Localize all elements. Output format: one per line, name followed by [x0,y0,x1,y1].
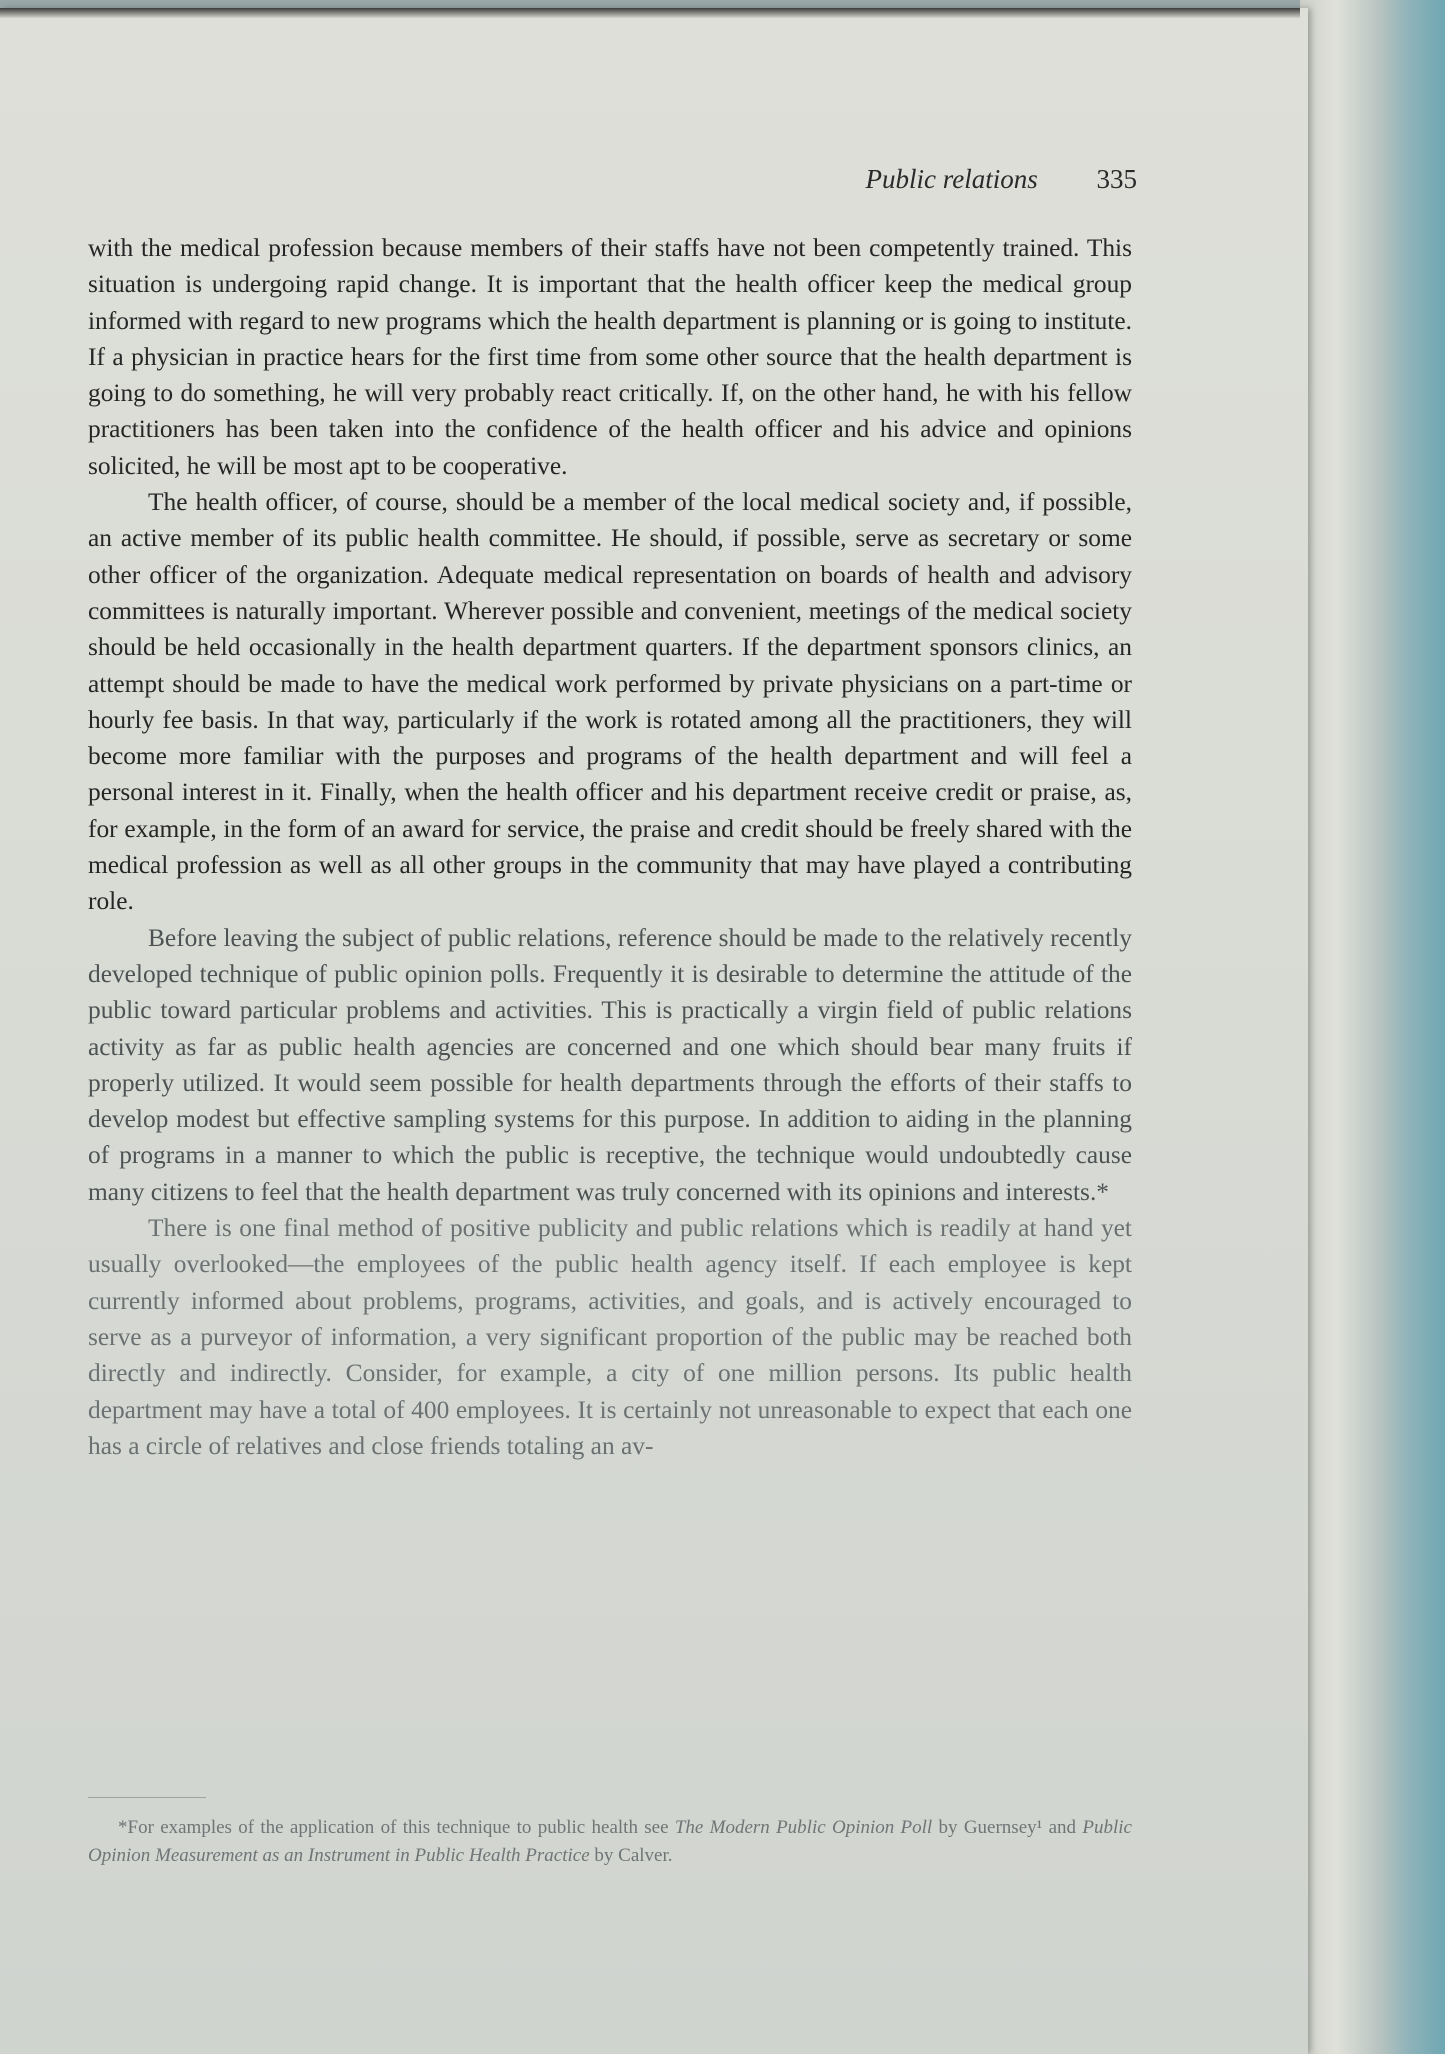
footnote-mid: by Guernsey¹ and [932,1817,1083,1838]
footnote [88,1814,1132,1870]
paragraph-opinion-polls: Before leaving the subject of public relations, reference should be made to the relatively recently developed technique of public opinion polls. Frequently it is desirable to determine the attitude of the public toward particular problems and activities. This is practically a virgin field of public relations activity as far as public health agencies are concerned and one which should bear many fruits if properly utilized. It would seem possible for health departments through the efforts of their staffs to develop modest but effective sampling systems for this purpose. In addition to aiding in the planning of programs in a manner to which the public is receptive, the technique would undoubtedly cause many citizens to feel that the health department was truly concerned with its opinions and interests.* [88,923,1132,1206]
book-page [0,8,1308,2054]
footnote-rule [88,1797,206,1798]
paragraph-employees: There is one final method of positive publicity and public relations which is readily at hand yet usually overlooked—the employees of the public health agency itself. If each employee is kept currently informed about problems, programs, activities, and goals, and is actively encouraged to serve as a purveyor of information, a very significant proportion of the public may be reached both directly and indirectly. Consider, for example, a city of one million persons. Its public health department may have a total of 400 employees. It is certainly not unreasonable to expect that each one has a circle of relatives and close friends totaling an av- [88,1214,1132,1460]
footnote-tail: by Calver. [589,1845,673,1866]
running-head [866,164,1137,195]
book-page-edges [1300,0,1445,2054]
page-top-shadow [0,8,1300,18]
paragraph-medical-society: The health officer, of course, should be a member of the local medical society and, if possible, an active member of its public health committee. He should, if possible, serve as secretary or some other officer of the organization. Adequate medical representation on boards of health and advisory committees is naturally important. Wherever possible and convenient, meetings of the medical society should be held occasionally in the health department quarters. If the department sponsors clinics, an attempt should be made to have the medical work performed by private physicians on a part-time or hourly fee basis. In that way, particularly if the work is rotated among all the practitioners, they will become more familiar with the purposes and programs of the health department and will feel a personal interest in it. Finally, when the health officer and his department receive credit or praise, as, for example, in the form of an award for service, the praise and credit should be freely shared with the medical profession as well as all other groups in the community that may have played a contributing role. [88,488,1132,916]
footnote-lead: *For examples of the application of this technique to public health see [118,1817,675,1838]
running-head-title: Public relations [865,164,1038,194]
footnote-title-1: The Modern Public Opinion Poll [674,1817,933,1838]
body-text [88,230,1132,1464]
footnote-title-2: Public Opinion Measurement as an Instrument in Public Health Practice [88,1817,1132,1866]
paragraph-continuation: with the medical profession because members of their staffs have not been competently trained. This situation is undergoing rapid change. It is important that the health officer keep the medical group informed with regard to new programs which the health department is planning or is going to institute. If a physician in practice hears for the first time from some other source that the health department is going to do something, he will very probably react critically. If, on the other hand, he with his fellow practitioners has been taken into the confidence of the health officer and his advice and opinions solicited, he will be most apt to be cooperative. [88,234,1132,480]
page-number: 335 [1096,164,1137,194]
